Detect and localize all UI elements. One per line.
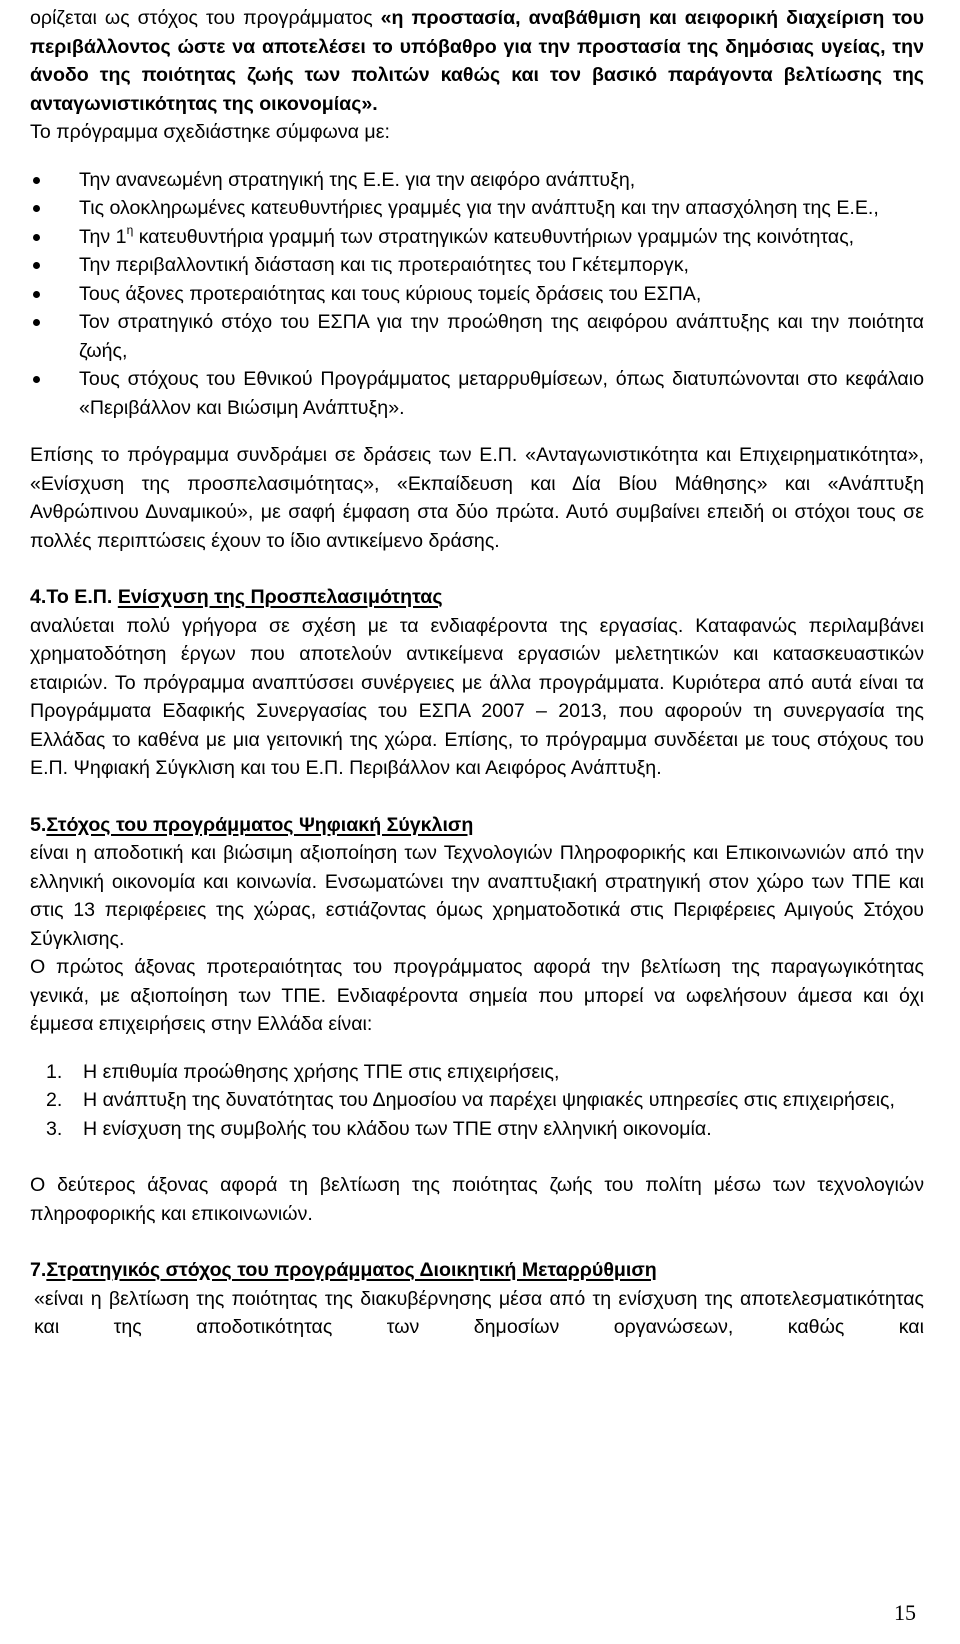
intro-paragraph bbox=[30, 4, 924, 118]
numbered-item bbox=[30, 1058, 924, 1087]
bullet-item bbox=[30, 194, 924, 223]
section5-heading-title: Στόχος του προγράμματος Ψηφιακή Σύγκλιση bbox=[46, 813, 474, 836]
numbered-item bbox=[30, 1086, 924, 1115]
section4-heading-title: Ενίσχυση της Προσπελασιμότητας bbox=[117, 586, 443, 608]
bullet-item bbox=[30, 223, 924, 252]
section7-heading bbox=[30, 1256, 924, 1285]
bullet-icon bbox=[33, 205, 40, 212]
designed-according-line: Το πρόγραμμα σχεδιάστηκε σύμφωνα με: bbox=[30, 121, 390, 143]
item-number: 3. bbox=[46, 1117, 63, 1140]
strategy-bullet-list bbox=[30, 166, 924, 423]
bullet-text: Τους άξονες προτεραιότητας και τους κύριους τομείς δράσεις του ΕΣΠΑ, bbox=[79, 282, 702, 305]
bullet-icon bbox=[33, 376, 40, 383]
bullet-icon bbox=[33, 177, 40, 184]
bullet-icon bbox=[33, 234, 40, 241]
bullet-text: κατευθυντήρια γραμμή των στρατηγικών κατευθυντήριων γραμμών της κοινότητας, bbox=[133, 225, 855, 248]
section7-body: «είναι η βελτίωση της ποιότητας της διακυβέρνησης μέσα από τη ενίσχυση της αποτελεσματικότητας και της αποδοτικότητας των δημοσίων οργανώσεων, καθώς και bbox=[34, 1287, 924, 1338]
section4-heading bbox=[30, 583, 924, 612]
item-text: Η ανάπτυξη της δυνατότητας του Δημοσίου να παρέχει ψηφιακές υπηρεσίες στις επιχειρήσεις, bbox=[83, 1089, 895, 1111]
bullet-icon bbox=[33, 262, 40, 269]
intro-text: ορίζεται ως στόχος του προγράμματος bbox=[30, 7, 381, 29]
section5-heading bbox=[30, 811, 924, 840]
bullet-text: Τους στόχους του Εθνικού Προγράμματος μεταρρυθμίσεων, όπως διατυπώνονται στο κεφάλαιο «Περιβάλλον και Βιώσιμη Ανάπτυξη». bbox=[79, 368, 924, 419]
section5-axis2-paragraph: Ο δεύτερος άξονας αφορά τη βελτίωση της ποιότητας ζωής του πολίτη μέσω των τεχνολογιών πληροφορικής και επικοινωνιών. bbox=[30, 1174, 924, 1225]
page-number: 15 bbox=[894, 1600, 916, 1625]
section4-heading-prefix: 4.Το Ε.Π. bbox=[30, 586, 118, 608]
item-number: 2. bbox=[46, 1089, 63, 1111]
intro-bold-quote: «η προστασία, αναβάθμιση και αειφορική bbox=[380, 7, 779, 29]
bullet-text: Την περιβαλλοντική διάσταση και τις προτεραιότητες του Γκέτεμποργκ, bbox=[79, 254, 689, 276]
item-number: 1. bbox=[46, 1060, 63, 1083]
bullet-item bbox=[30, 280, 924, 309]
bullet-text: Τον στρατηγικό στόχο του ΕΣΠΑ για την προώθηση της αειφόρου ανάπτυξης και την ποιότητα ζωής, bbox=[79, 311, 924, 362]
document-page bbox=[30, 4, 924, 1342]
bullet-icon bbox=[33, 291, 40, 298]
numbered-item bbox=[30, 1115, 924, 1144]
section4-body: αναλύεται πολύ γρήγορα σε σχέση με τα ενδιαφέροντα της εργασίας. Καταφανώς περιλαμβάνει χρηματοδότηση έργων που αποτελούν αντικείμενα εργασιών μελετητικών και κατασκευαστικών εταιριών. Το πρόγραμμα αναπτύσσει συνέργειες με άλλα προγράμματα. Κυριότερα από αυτά είναι τα Προγράμματα Εδαφικής Συνεργασίας του ΕΣΠΑ 2007 – 2013, που αφορούν τη συνεργασία της Ελλάδας το καθένα με μια γειτονική της χώρα. Επίσης, το πρόγραμμα συνδέεται με τους στόχους του Ε.Π. Ψηφιακή Σύγκλιση και του Ε.Π. Περιβάλλον και Αειφόρος Ανάπτυξη. bbox=[30, 614, 924, 779]
section5-axis1-paragraph: Ο πρώτος άξονας προτεραιότητας του προγράμματος αφορά την βελτίωση της παραγωγικότητας γενικά, με αξιοποίηση των ΤΠΕ. Ενδιαφέροντα σημεία που μπορεί να ωφελήσουν άμεσα και όχι έμμεσα επιχειρήσεις στην Ελλάδα είναι: bbox=[30, 956, 924, 1035]
item-text: Η επιθυμία προώθησης χρήσης ΤΠΕ στις επιχειρήσεις, bbox=[83, 1060, 560, 1083]
bullet-text-prefix: Την 1 bbox=[79, 225, 127, 248]
section7-heading-number: 7. bbox=[30, 1259, 47, 1281]
bullet-item bbox=[30, 251, 924, 280]
section5-body: είναι η αποδοτική και βιώσιμη αξιοποίηση των Τεχνολογιών Πληροφορικής και Επικοινωνιών από την ελληνική οικονομία και κοινωνία. Ενσωματώνει την αναπτυξιακή στρατηγική στον χώρο των ΤΠΕ και στις 13 περιφέρειες της χώρας, εστιάζοντας όμως χρηματοδοτικά στις Περιφέρειες Αμιγούς Στόχου Σύγκλισης. bbox=[30, 842, 924, 950]
bullet-text: Την ανανεωμένη στρατηγική της Ε.Ε. για την αειφόρο ανάπτυξη, bbox=[79, 168, 636, 191]
bullet-icon bbox=[33, 319, 40, 326]
bullet-item bbox=[30, 308, 924, 365]
intro-bold-quote-rest: διαχείριση του περιβάλλοντος ώστε να αποτελέσει το υπόβαθρο για την προστασία της δημόσιας υγείας, την άνοδο της ποιότητας ζωής των πολιτών καθώς και τον βασικό παράγοντα βελτίωσης της ανταγωνιστικότητας της οικονομίας». bbox=[30, 7, 924, 115]
also-paragraph: Επίσης το πρόγραμμα συνδράμει σε δράσεις των Ε.Π. «Ανταγωνιστικότητα και Επιχειρηματικότητα», «Ενίσχυση της προσπελασιμότητας», «Εκπαίδευση και Δία Βίου Μάθησης» και «Ανάπτυξη Ανθρώπινου Δυναμικού», με σαφή έμφαση στα δύο πρώτα. Αυτό συμβαίνει επειδή οι στόχοι τους σε πολλές περιπτώσεις έχουν το ίδιο αντικείμενο δράσης. bbox=[30, 444, 924, 552]
axis1-numbered-list bbox=[30, 1058, 924, 1144]
bullet-item bbox=[30, 166, 924, 195]
ordinal-superscript: η bbox=[126, 222, 134, 237]
section7-heading-title: Στρατηγικός στόχος του προγράμματος Διοικητική Μεταρρύθμιση bbox=[46, 1259, 657, 1281]
bullet-item bbox=[30, 365, 924, 422]
item-text: Η ενίσχυση της συμβολής του κλάδου των ΤΠΕ στην ελληνική οικονομία. bbox=[83, 1117, 712, 1140]
bullet-text: Τις ολοκληρωμένες κατευθυντήριες γραμμές για την ανάπτυξη και την απασχόληση της Ε.Ε., bbox=[79, 197, 879, 219]
section5-heading-number: 5. bbox=[30, 813, 47, 836]
